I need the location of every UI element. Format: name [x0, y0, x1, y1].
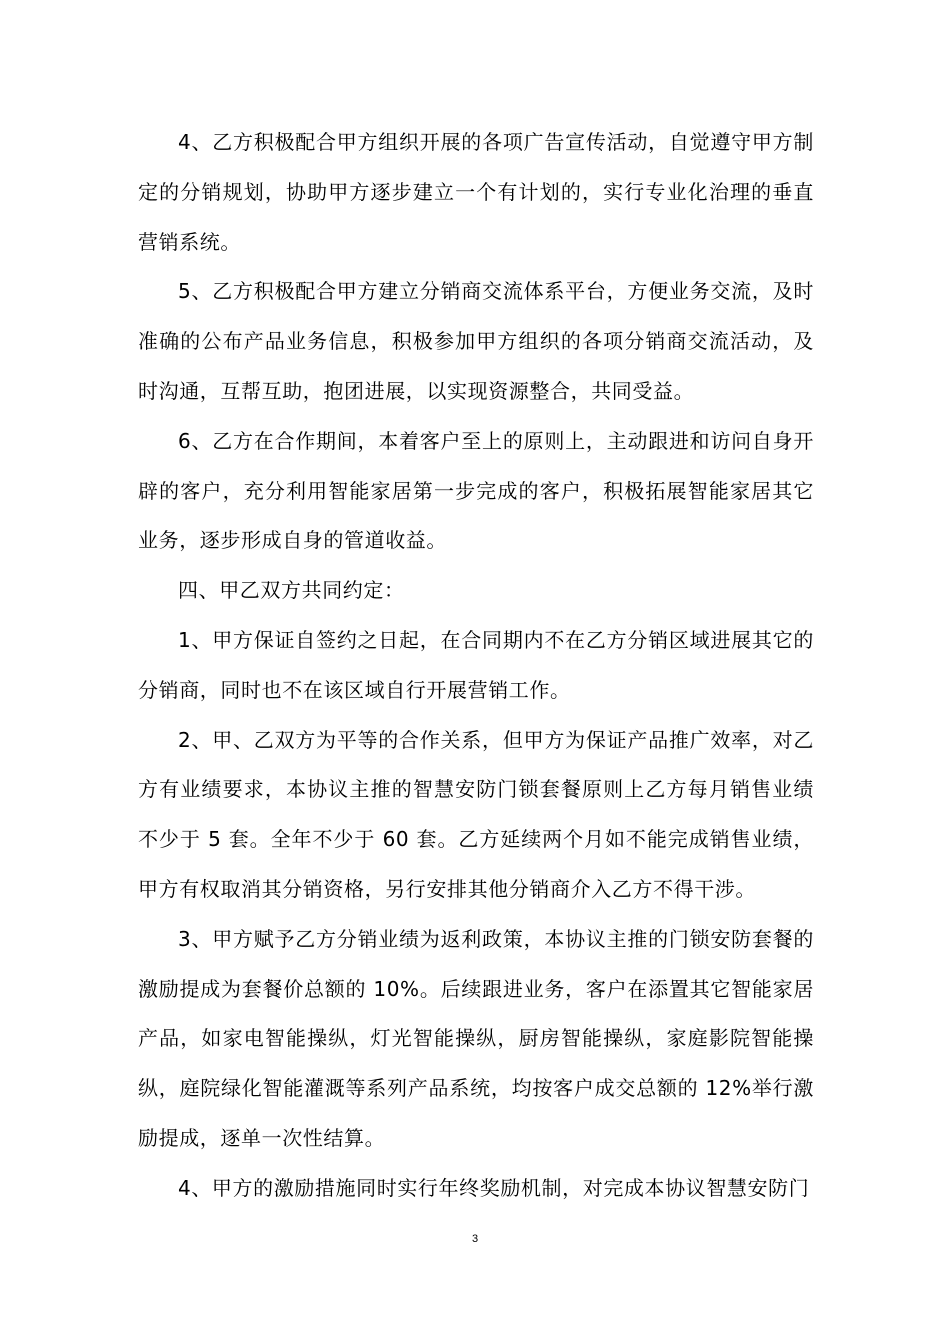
paragraph-agreement-1-exclusivity: 1、甲方保证自签约之日起，在合同期内不在乙方分销区域进展其它的分销商，同时也不在该区域自行开展营销工作。	[138, 627, 814, 702]
document-body	[138, 118, 814, 1214]
paragraph-clause-4-promotion: 4、乙方积极配合甲方组织开展的各项广告宣传活动，自觉遵守甲方制定的分销规划，协助甲方逐步建立一个有计划的，实行专业化治理的垂直营销系统。	[138, 130, 814, 254]
paragraph-clause-6-customers: 6、乙方在合作期间，本着客户至上的原则上，主动跟进和访问自身开辟的客户，充分利用智能家居第一步完成的客户，积极拓展智能家居其它业务，逐步形成自身的管道收益。	[138, 428, 814, 553]
paragraph-agreement-2-sales-target: 2、甲、乙双方为平等的合作关系，但甲方为保证产品推广效率，对乙方有业绩要求，本协议主推的智慧安防门锁套餐原则上乙方每月销售业绩不少于 5 套。全年不少于 60 套。乙方延续两个月如不能完成销售业绩，甲方有权取消其分销资格，另行安排其他分销商介入乙方不得干涉。	[138, 727, 814, 901]
page-number: 3	[471, 1233, 479, 1245]
paragraph-agreement-3-commission: 3、甲方赋予乙方分销业绩为返利政策，本协议主推的门锁安防套餐的激励提成为套餐价总额的 10%。后续跟进业务，客户在添置其它智能家居产品，如家电智能操纵，灯光智能操纵，厨房智能操纵，家庭影院智能操纵，庭院绿化智能灌溉等系列产品系统，均按客户成交总额的 12%举行激励提成，逐单一次性结算。	[138, 926, 814, 1150]
section-heading-mutual-agreement: 四、甲乙双方共同约定：	[178, 578, 405, 603]
paragraph-agreement-4-year-end-bonus: 4、甲方的激励措施同时实行年终奖励机制，对完成本协议智慧安防门	[178, 1175, 810, 1200]
paragraph-clause-5-platform: 5、乙方积极配合甲方建立分销商交流体系平台，方便业务交流，及时准确的公布产品业务信息，积极参加甲方组织的各项分销商交流活动，及时沟通，互帮互助，抱团进展，以实现资源整合，共同受益。	[138, 279, 814, 403]
